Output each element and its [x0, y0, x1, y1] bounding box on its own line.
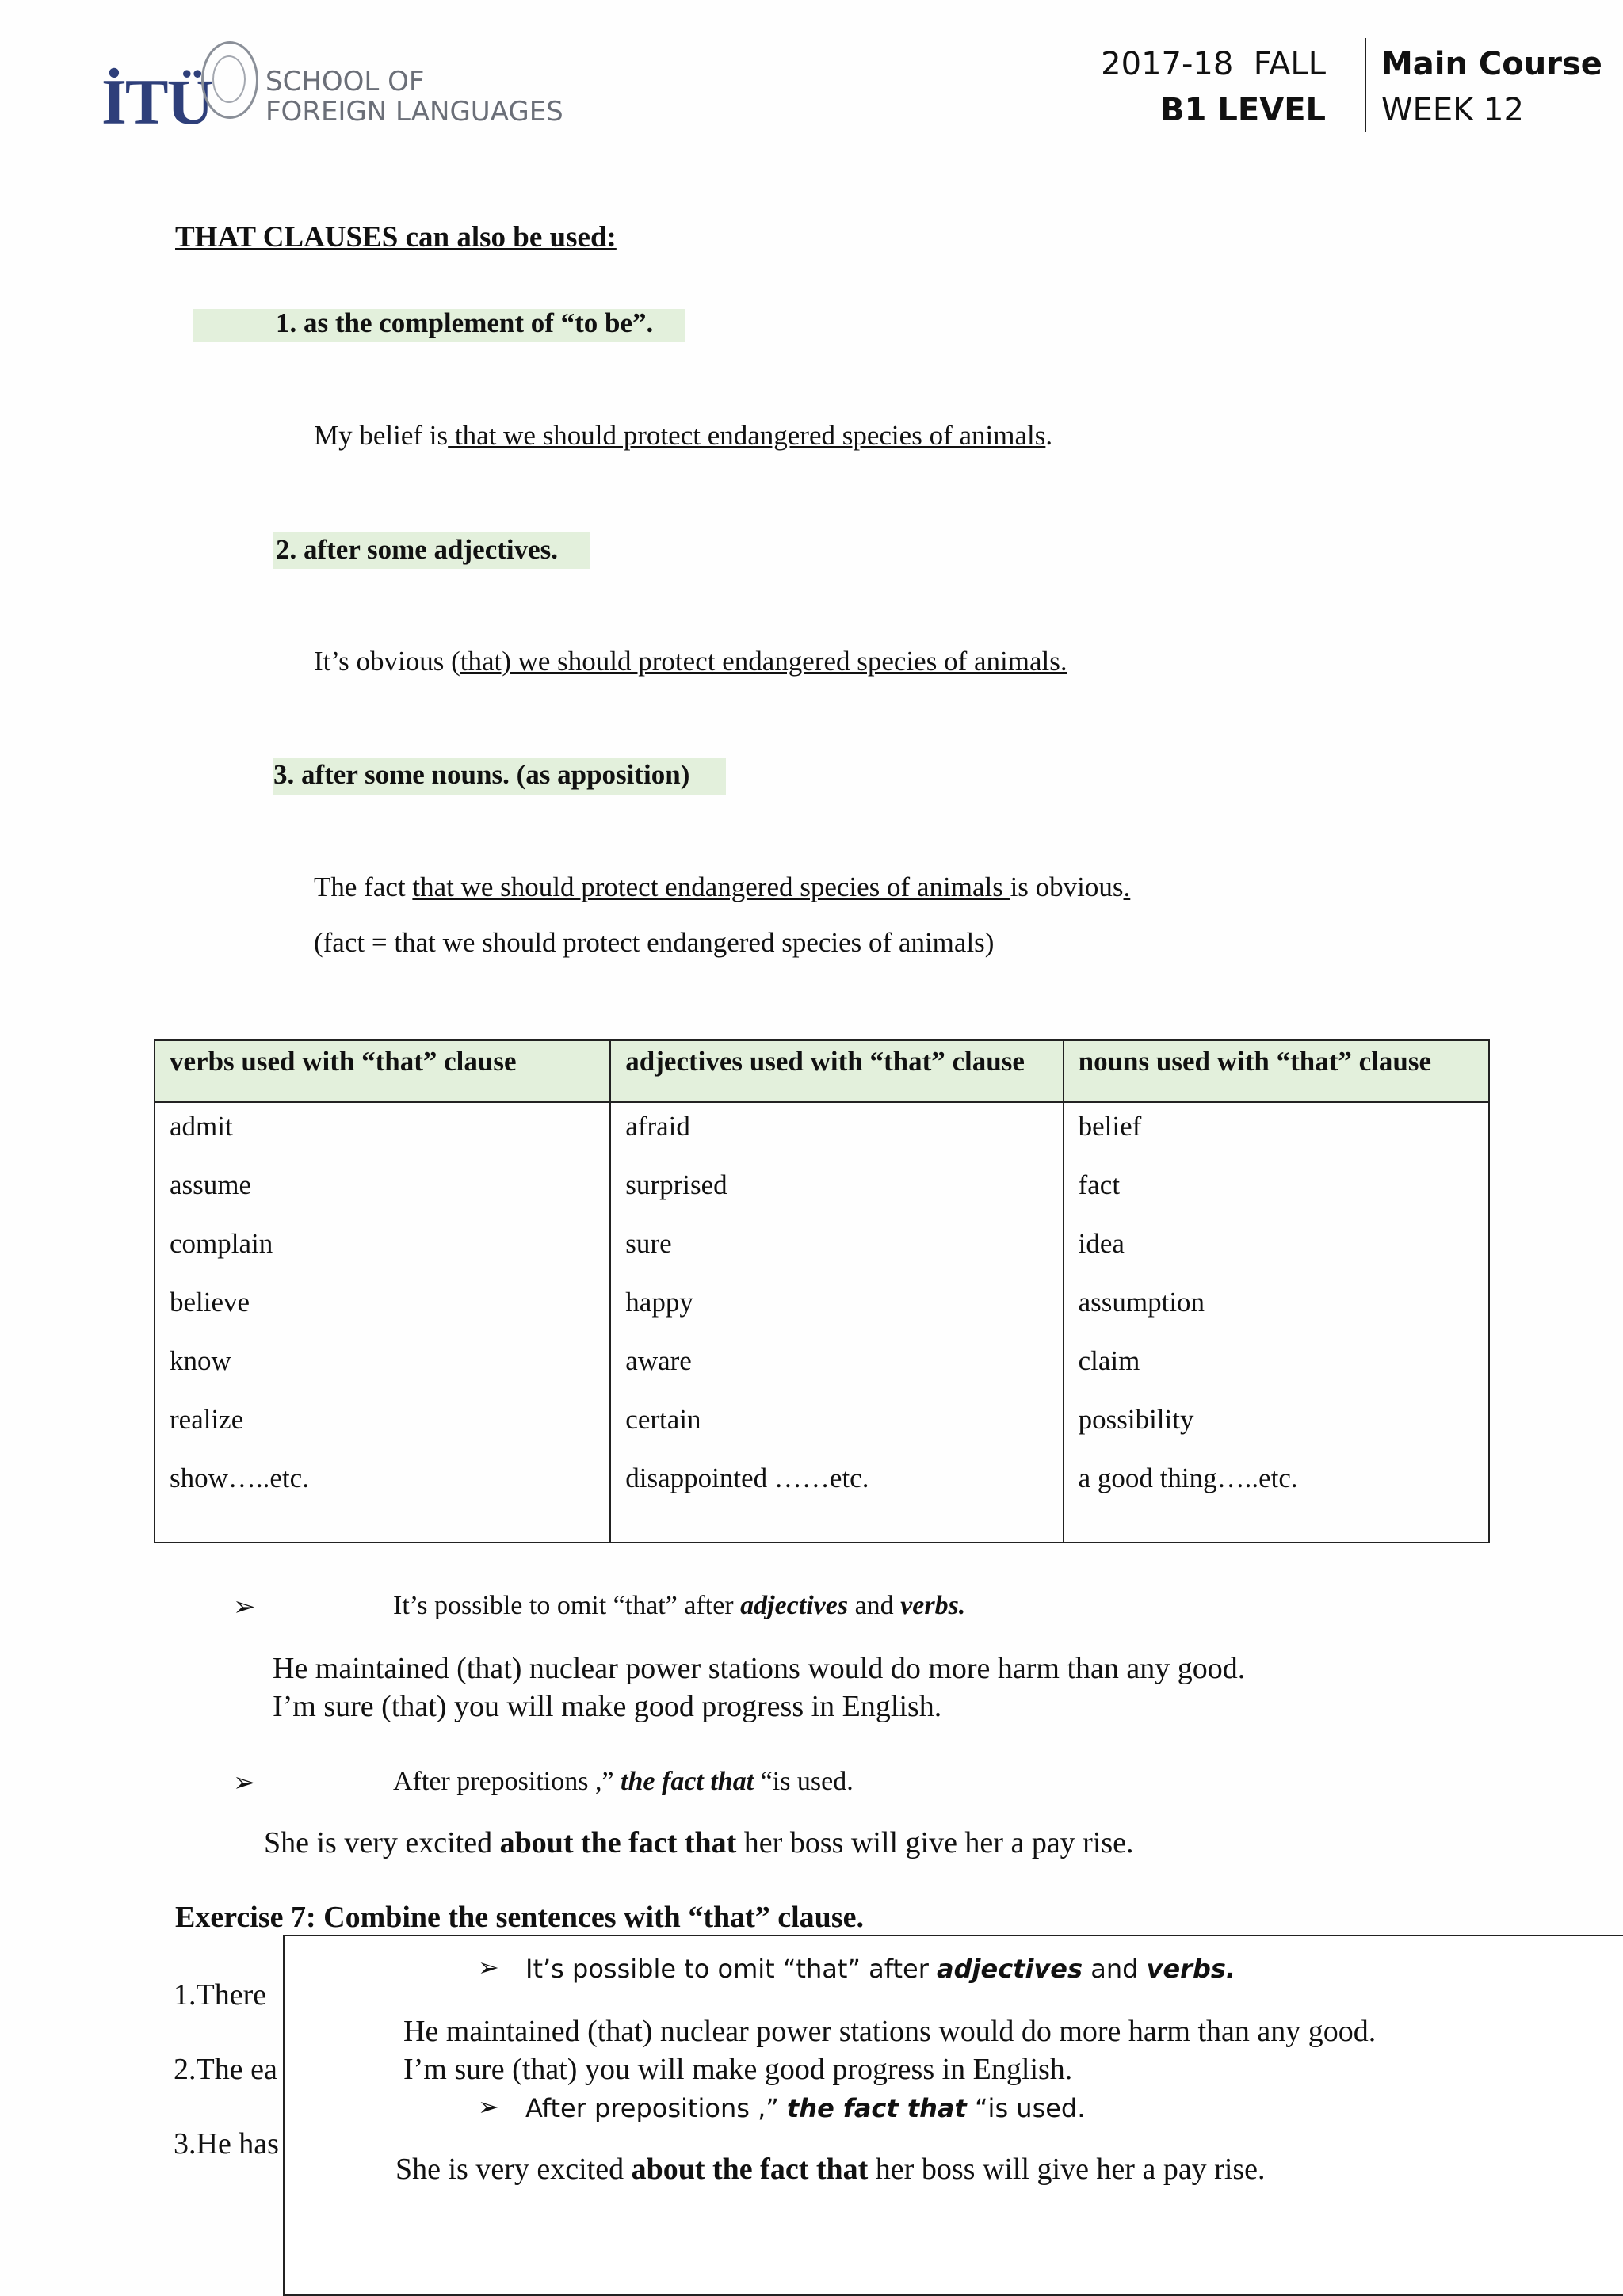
- example-2-text: It’s obvious (: [314, 646, 460, 677]
- exercise-item-1: 1.There: [174, 1978, 267, 2012]
- exercise-title: Exercise 7: Combine the sentences with “that” clause.: [175, 1901, 864, 1934]
- excited-example: [264, 1824, 1134, 1862]
- point-example-2: [314, 646, 1067, 677]
- table-cell: show…..etc.: [155, 1455, 610, 1543]
- omit-note-and: and: [848, 1591, 901, 1620]
- school-name-line1: SCHOOL OF: [265, 66, 425, 97]
- course-label: Main Course: [1381, 46, 1602, 82]
- table-row: [155, 1396, 1489, 1455]
- prep-note-text: After prepositions ,”: [393, 1767, 621, 1796]
- omit-example-1: He maintained (that) nuclear power stations would do more harm than any good.: [273, 1652, 1246, 1685]
- overlay-excited-text: She is very excited: [395, 2153, 632, 2186]
- table-row: [155, 1279, 1489, 1337]
- arrow-bullet-icon: ➢: [233, 1768, 256, 1798]
- example-3-clause: that we should protect endangered species of animals: [412, 871, 1010, 902]
- overlay-omit-and: and: [1083, 1954, 1147, 1984]
- table-row: [155, 1102, 1489, 1161]
- arrow-bullet-icon: ➢: [478, 1952, 499, 1982]
- table-cell: happy: [610, 1279, 1063, 1337]
- table-cell: disappointed ……etc.: [610, 1455, 1063, 1543]
- table-header-row: [155, 1040, 1489, 1102]
- table-cell: sure: [610, 1220, 1063, 1279]
- preposition-note: [393, 1767, 854, 1797]
- example-1-clause: that we should protect endangered species of animals: [448, 420, 1046, 451]
- example-3-rest: is obvious: [1010, 871, 1124, 902]
- overlay-excited-end: her boss will give her a pay rise.: [868, 2153, 1266, 2186]
- table-cell: certain: [610, 1396, 1063, 1455]
- example-2-clause: that) we should protect endangered species of animals.: [460, 646, 1067, 677]
- table-cell: surprised: [610, 1161, 1063, 1220]
- overlay-prep-phrase: the fact that: [786, 2093, 967, 2123]
- seal-inner-ring: [212, 55, 246, 103]
- table-cell: believe: [155, 1279, 610, 1337]
- overlay-prep-text: After prepositions ,”: [525, 2093, 787, 2123]
- prep-note-phrase: the fact that: [621, 1767, 754, 1796]
- omit-note-text: It’s possible to omit “that” after: [393, 1591, 741, 1620]
- omit-example-2: I’m sure (that) you will make good progress in English.: [273, 1690, 942, 1723]
- omit-that-note: [393, 1591, 965, 1621]
- overlay-prep-end: “is used.: [966, 2093, 1086, 2123]
- itu-logo: İTÜ: [101, 66, 212, 138]
- excited-text: She is very excited: [264, 1826, 500, 1859]
- table-cell: fact: [1064, 1161, 1489, 1220]
- point-heading-3: 3. after some nouns. (as apposition): [273, 759, 690, 790]
- table-row: [155, 1455, 1489, 1543]
- exercise-item-2: 2.The ea: [174, 2053, 277, 2086]
- overlay-prep-note: [525, 2093, 1085, 2123]
- omit-examples: [273, 1650, 1245, 1726]
- table-cell: assumption: [1064, 1279, 1489, 1337]
- table-cell: idea: [1064, 1220, 1489, 1279]
- that-clause-table: [154, 1039, 1490, 1543]
- page-title: THAT CLAUSES can also be used:: [175, 221, 617, 254]
- column-header-verbs: verbs used with “that” clause: [155, 1040, 610, 1102]
- excited-end: her boss will give her a pay rise.: [736, 1826, 1134, 1859]
- example-3-end: .: [1123, 871, 1131, 902]
- overlay-omit-examples: [403, 2012, 1376, 2088]
- example-1-text: My belief is: [314, 420, 449, 451]
- table-cell: know: [155, 1337, 610, 1396]
- point-example-1: [314, 420, 1052, 452]
- table-row: [155, 1161, 1489, 1220]
- arrow-bullet-icon: ➢: [233, 1592, 256, 1622]
- overlay-omit-text: It’s possible to omit “that” after: [525, 1954, 938, 1984]
- omit-note-verbs: verbs.: [900, 1591, 966, 1620]
- exercise-item-3: 3.He has: [174, 2127, 279, 2161]
- point-heading-1: 1. as the complement of “to be”.: [276, 307, 654, 338]
- table-cell: aware: [610, 1337, 1063, 1396]
- point-note-3: (fact = that we should protect endangered species of animals): [314, 927, 995, 958]
- overlay-omit-verbs: verbs.: [1146, 1954, 1236, 1984]
- table-cell: a good thing…..etc.: [1064, 1455, 1489, 1543]
- table-cell: assume: [155, 1161, 610, 1220]
- level-label: B1 LEVEL: [1160, 92, 1326, 128]
- school-name: [265, 67, 563, 127]
- overlay-example-1: He maintained (that) nuclear power stations would do more harm than any good.: [403, 2015, 1377, 2048]
- omit-note-adjectives: adjectives: [740, 1591, 849, 1620]
- point-example-3: [314, 871, 1130, 903]
- table-cell: afraid: [610, 1102, 1063, 1161]
- table-row: [155, 1337, 1489, 1396]
- table-row: [155, 1220, 1489, 1279]
- table-cell: complain: [155, 1220, 610, 1279]
- overlay-omit-note: [525, 1954, 1235, 1984]
- table-cell: realize: [155, 1396, 610, 1455]
- table-cell: admit: [155, 1102, 610, 1161]
- table-cell: possibility: [1064, 1396, 1489, 1455]
- overlay-excited-bold: about the fact that: [631, 2153, 869, 2186]
- overlay-omit-adjectives: adjectives: [937, 1954, 1083, 1984]
- arrow-bullet-icon: ➢: [478, 2092, 499, 2122]
- column-header-nouns: nouns used with “that” clause: [1064, 1040, 1489, 1102]
- excited-bold-phrase: about the fact that: [499, 1826, 737, 1859]
- week-label: WEEK 12: [1381, 92, 1524, 128]
- school-name-line2: FOREIGN LANGUAGES: [265, 96, 563, 128]
- example-1-end: .: [1045, 420, 1053, 451]
- column-header-adjectives: adjectives used with “that” clause: [610, 1040, 1063, 1102]
- table-cell: claim: [1064, 1337, 1489, 1396]
- overlay-snippet-box: [283, 1935, 1623, 2296]
- prep-note-end: “is used.: [754, 1767, 854, 1796]
- overlay-example-2: I’m sure (that) you will make good progress in English.: [403, 2053, 1073, 2086]
- table-cell: belief: [1064, 1102, 1489, 1161]
- example-3-text: The fact: [314, 871, 413, 902]
- overlay-excited-example: [395, 2152, 1266, 2187]
- point-heading-2: 2. after some adjectives.: [276, 534, 559, 565]
- header-divider: [1365, 38, 1366, 132]
- term-label: 2017-18 FALL: [1101, 46, 1326, 82]
